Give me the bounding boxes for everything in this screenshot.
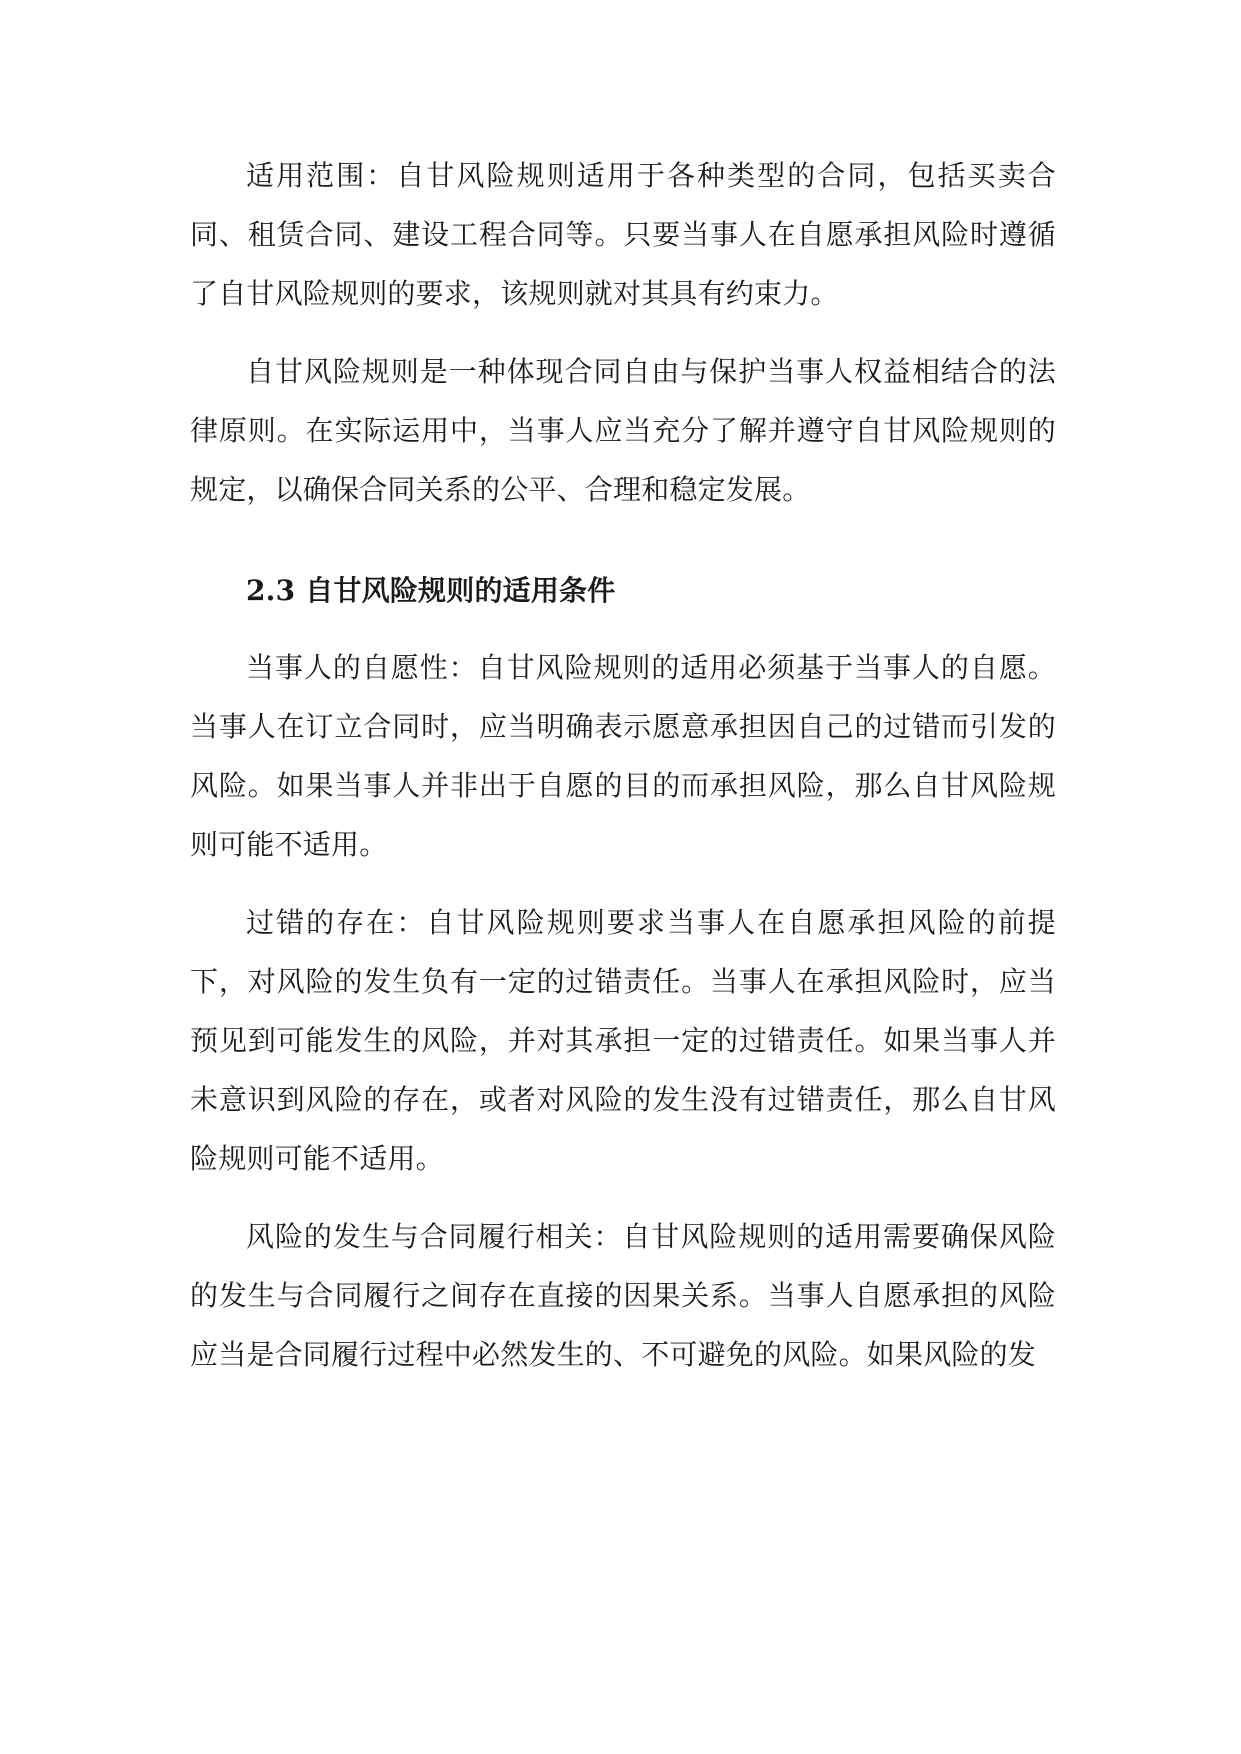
paragraph-summary: 自甘风险规则是一种体现合同自由与保护当事人权益相结合的法律原则。在实际运用中，当事人应当充分了解并遵守自甘风险规则的规定，以确保合同关系的公平、合理和稳定发展。 — [190, 355, 1056, 506]
paragraph-fault: 过错的存在：自甘风险规则要求当事人在自愿承担风险的前提下，对风险的发生负有一定的过错责任。当事人在承担风险时，应当预见到可能发生的风险，并对其承担一定的过错责任。如果当事人并未意识到风险的存在，或者对风险的发生没有过错责任，那么自甘风险规则可能不适用。 — [190, 906, 1056, 1175]
paragraph-scope: 适用范围：自甘风险规则适用于各种类型的合同，包括买卖合同、租赁合同、建设工程合同等。只要当事人在自愿承担风险时遵循了自甘风险规则的要求，该规则就对其具有约束力。 — [190, 159, 1056, 310]
section-heading: 2.3 自甘风险规则的适用条件 — [246, 574, 616, 607]
paragraph-voluntariness: 当事人的自愿性：自甘风险规则的适用必须基于当事人的自愿。当事人在订立合同时，应当明确表示愿意承担因自己的过错而引发的风险。如果当事人并非出于自愿的目的而承担风险，那么自甘风险规则可能不适用。 — [190, 651, 1056, 861]
document-body — [190, 146, 1056, 1384]
paragraph-causation: 风险的发生与合同履行相关：自甘风险规则的适用需要确保风险的发生与合同履行之间存在直接的因果关系。当事人自愿承担的风险应当是合同履行过程中必然发生的、不可避免的风险。如果风险的发 — [190, 1220, 1056, 1371]
